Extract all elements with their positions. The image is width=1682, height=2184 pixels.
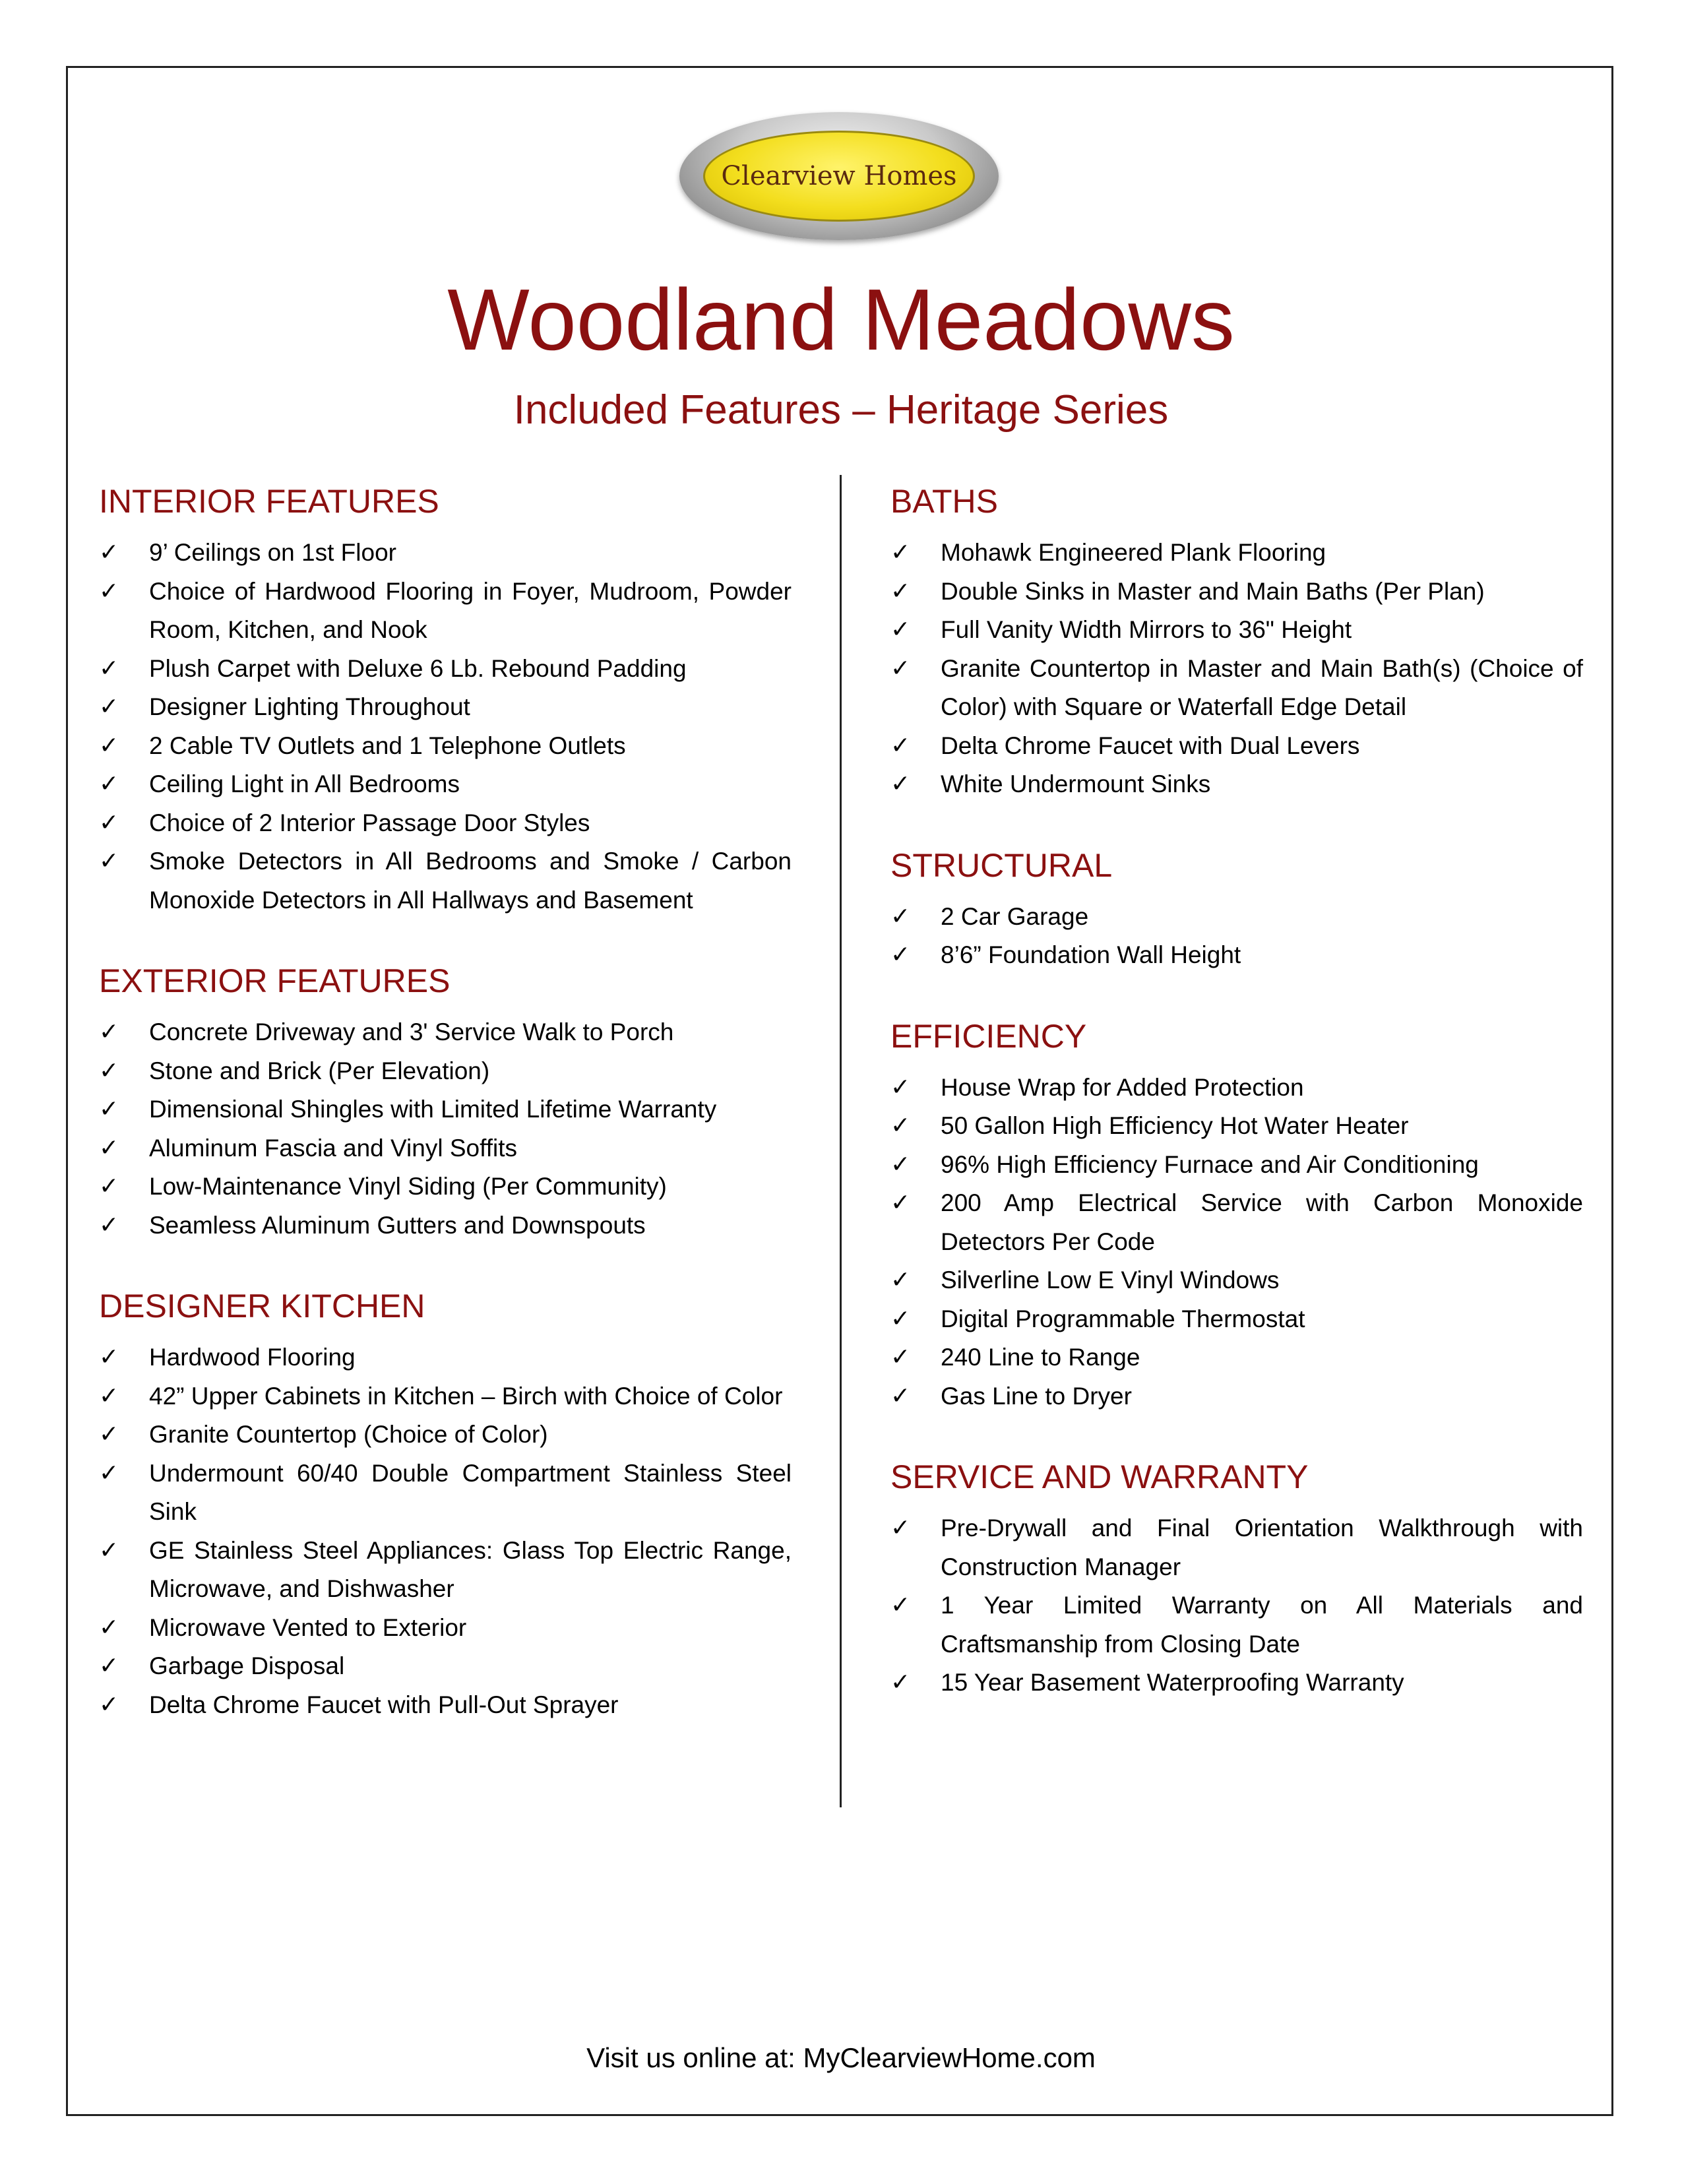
list-item	[890, 936, 1583, 975]
feature-text: Low-Maintenance Vinyl Siding (Per Community)	[149, 1173, 667, 1200]
column-divider	[840, 475, 842, 1807]
feature-text: Seamless Aluminum Gutters and Downspouts	[149, 1211, 646, 1239]
list-item	[890, 1586, 1583, 1664]
feature-text: 9’ Ceilings on 1st Floor	[149, 539, 396, 566]
left-column	[99, 478, 792, 1763]
checkmark-icon: ✓	[890, 732, 911, 759]
feature-text: Undermount 60/40 Double Compartment Stainless Steel Sink	[149, 1459, 792, 1525]
list-item	[99, 688, 792, 727]
list-item	[99, 1013, 792, 1052]
checkmark-icon: ✓	[99, 809, 119, 836]
feature-list	[890, 1509, 1583, 1702]
list-item	[99, 1168, 792, 1206]
feature-list	[99, 1338, 792, 1724]
section-heading: DESIGNER KITCHEN	[99, 1288, 425, 1325]
footer-website: Visit us online at: MyClearviewHome.com	[586, 2042, 1096, 2073]
page-subtitle: Included Features – Heritage Series	[513, 387, 1169, 433]
feature-text: 42” Upper Cabinets in Kitchen – Birch with Choice of Color	[149, 1382, 783, 1410]
feature-text: Concrete Driveway and 3' Service Walk to Porch	[149, 1018, 674, 1045]
section-exterior-features	[99, 958, 792, 1245]
checkmark-icon: ✓	[99, 577, 119, 605]
section-interior-features	[99, 478, 792, 920]
list-item	[890, 611, 1583, 650]
checkmark-icon: ✓	[890, 1112, 911, 1139]
feature-text: Mohawk Engineered Plank Flooring	[941, 539, 1326, 566]
list-item	[99, 1206, 792, 1245]
checkmark-icon: ✓	[99, 1459, 119, 1487]
checkmark-icon: ✓	[99, 1613, 119, 1641]
list-item	[99, 842, 792, 920]
checkmark-icon: ✓	[99, 1018, 119, 1045]
feature-text: Hardwood Flooring	[149, 1344, 356, 1371]
feature-list	[99, 534, 792, 920]
feature-text: Microwave Vented to Exterior	[149, 1613, 467, 1641]
feature-text: Plush Carpet with Deluxe 6 Lb. Rebound Padding	[149, 654, 687, 682]
checkmark-icon: ✓	[99, 693, 119, 720]
checkmark-icon: ✓	[99, 1173, 119, 1200]
checkmark-icon: ✓	[890, 902, 911, 930]
list-item	[890, 1300, 1583, 1339]
feature-text: Designer Lighting Throughout	[149, 693, 470, 720]
feature-text: 8’6” Foundation Wall Height	[941, 941, 1241, 968]
list-item	[99, 534, 792, 573]
list-item	[99, 1090, 792, 1129]
feature-text: 2 Cable TV Outlets and 1 Telephone Outlets	[149, 732, 626, 759]
list-item	[890, 1338, 1583, 1377]
checkmark-icon: ✓	[99, 1057, 119, 1084]
feature-list	[99, 1013, 792, 1245]
checkmark-icon: ✓	[890, 941, 911, 968]
feature-text: House Wrap for Added Protection	[941, 1073, 1304, 1101]
feature-text: Digital Programmable Thermostat	[941, 1305, 1305, 1332]
section-service-and-warranty	[890, 1454, 1583, 1702]
list-item	[99, 1416, 792, 1454]
list-item	[890, 898, 1583, 937]
feature-text: Double Sinks in Master and Main Baths (Per Plan)	[941, 577, 1485, 605]
list-item	[99, 573, 792, 650]
list-item	[99, 765, 792, 804]
checkmark-icon: ✓	[890, 1514, 911, 1542]
feature-text: Gas Line to Dryer	[941, 1382, 1132, 1410]
list-item	[99, 1454, 792, 1532]
checkmark-icon: ✓	[890, 1150, 911, 1178]
feature-list	[890, 1069, 1583, 1416]
section-heading: EFFICIENCY	[890, 1017, 1087, 1055]
list-item	[890, 1261, 1583, 1300]
checkmark-icon: ✓	[99, 1691, 119, 1718]
feature-text: Dimensional Shingles with Limited Lifetime Warranty	[149, 1096, 717, 1123]
list-item	[890, 1664, 1583, 1702]
checkmark-icon: ✓	[99, 1096, 119, 1123]
checkmark-icon: ✓	[99, 1421, 119, 1448]
list-item	[99, 1377, 792, 1416]
list-item	[99, 1686, 792, 1725]
section-heading: BATHS	[890, 483, 998, 520]
checkmark-icon: ✓	[890, 1189, 911, 1216]
logo-text: Clearview Homes	[721, 161, 957, 191]
feature-text: 1 Year Limited Warranty on All Materials and Craftsmanship from Closing Date	[941, 1592, 1583, 1658]
checkmark-icon: ✓	[99, 539, 119, 566]
list-item	[890, 1146, 1583, 1185]
checkmark-icon: ✓	[99, 1344, 119, 1371]
checkmark-icon: ✓	[890, 1305, 911, 1332]
list-item	[890, 1107, 1583, 1146]
list-item	[890, 650, 1583, 727]
list-item	[890, 765, 1583, 804]
section-heading: INTERIOR FEATURES	[99, 483, 439, 520]
section-efficiency	[890, 1013, 1583, 1416]
feature-text: Delta Chrome Faucet with Pull-Out Sprayer	[149, 1691, 619, 1718]
checkmark-icon: ✓	[890, 1592, 911, 1619]
feature-text: Garbage Disposal	[149, 1652, 345, 1679]
feature-text: Ceiling Light in All Bedrooms	[149, 770, 460, 797]
checkmark-icon: ✓	[99, 1652, 119, 1679]
feature-text: GE Stainless Steel Appliances: Glass Top Electric Range, Microwave, and Dishwasher	[149, 1536, 792, 1602]
feature-text: Smoke Detectors in All Bedrooms and Smoke / Carbon Monoxide Detectors in All Hallways and Basement	[149, 848, 792, 914]
feature-text: Choice of Hardwood Flooring in Foyer, Mudroom, Powder Room, Kitchen, and Nook	[149, 577, 792, 643]
checkmark-icon: ✓	[890, 1344, 911, 1371]
list-item	[890, 534, 1583, 573]
feature-text: 2 Car Garage	[941, 902, 1089, 930]
section-heading: STRUCTURAL	[890, 846, 1113, 884]
feature-text: White Undermount Sinks	[941, 770, 1211, 797]
section-heading: EXTERIOR FEATURES	[99, 962, 451, 999]
feature-text: Delta Chrome Faucet with Dual Levers	[941, 732, 1360, 759]
checkmark-icon: ✓	[99, 654, 119, 682]
feature-text: Full Vanity Width Mirrors to 36" Height	[941, 616, 1352, 643]
list-item	[99, 1532, 792, 1609]
feature-text: 200 Amp Electrical Service with Carbon Monoxide Detectors Per Code	[941, 1189, 1583, 1255]
checkmark-icon: ✓	[890, 577, 911, 605]
checkmark-icon: ✓	[99, 1134, 119, 1162]
checkmark-icon: ✓	[890, 616, 911, 643]
checkmark-icon: ✓	[890, 539, 911, 566]
list-item	[890, 573, 1583, 611]
logo-badge	[703, 131, 975, 222]
feature-text: Pre-Drywall and Final Orientation Walkthrough with Construction Manager	[941, 1514, 1583, 1580]
list-item	[99, 804, 792, 843]
section-baths	[890, 478, 1583, 804]
checkmark-icon: ✓	[890, 1073, 911, 1101]
list-item	[890, 1069, 1583, 1108]
list-item	[99, 1052, 792, 1091]
list-item	[99, 1338, 792, 1377]
list-item	[99, 727, 792, 766]
feature-text: 15 Year Basement Waterproofing Warranty	[941, 1669, 1404, 1696]
feature-list	[890, 534, 1583, 804]
list-item	[99, 1609, 792, 1648]
list-item	[890, 1184, 1583, 1261]
clearview-homes-logo	[679, 112, 999, 240]
feature-text: Choice of 2 Interior Passage Door Styles	[149, 809, 590, 836]
feature-text: Stone and Brick (Per Elevation)	[149, 1057, 490, 1084]
feature-text: 50 Gallon High Efficiency Hot Water Heater	[941, 1112, 1409, 1139]
feature-text: Aluminum Fascia and Vinyl Soffits	[149, 1134, 517, 1162]
right-column	[890, 478, 1583, 1741]
list-item	[890, 727, 1583, 766]
feature-text: 96% High Efficiency Furnace and Air Conditioning	[941, 1150, 1479, 1178]
checkmark-icon: ✓	[99, 1211, 119, 1239]
list-item	[890, 1377, 1583, 1416]
list-item	[890, 1509, 1583, 1586]
feature-text: Silverline Low E Vinyl Windows	[941, 1266, 1280, 1294]
list-item	[99, 1647, 792, 1686]
checkmark-icon: ✓	[99, 732, 119, 759]
section-heading: SERVICE AND WARRANTY	[890, 1458, 1309, 1495]
checkmark-icon: ✓	[890, 654, 911, 682]
section-designer-kitchen	[99, 1283, 792, 1724]
checkmark-icon: ✓	[99, 1382, 119, 1410]
checkmark-icon: ✓	[890, 1669, 911, 1696]
checkmark-icon: ✓	[99, 1536, 119, 1564]
feature-list	[890, 898, 1583, 975]
checkmark-icon: ✓	[99, 770, 119, 797]
feature-text: Granite Countertop (Choice of Color)	[149, 1421, 548, 1448]
feature-text: Granite Countertop in Master and Main Bath(s) (Choice of Color) with Square or Waterfall Edge Detail	[941, 654, 1583, 720]
checkmark-icon: ✓	[890, 1382, 911, 1410]
checkmark-icon: ✓	[99, 848, 119, 875]
section-structural	[890, 842, 1583, 975]
page-title: Woodland Meadows	[447, 271, 1235, 368]
checkmark-icon: ✓	[890, 1266, 911, 1294]
list-item	[99, 650, 792, 689]
checkmark-icon: ✓	[890, 770, 911, 797]
list-item	[99, 1129, 792, 1168]
feature-text: 240 Line to Range	[941, 1344, 1140, 1371]
